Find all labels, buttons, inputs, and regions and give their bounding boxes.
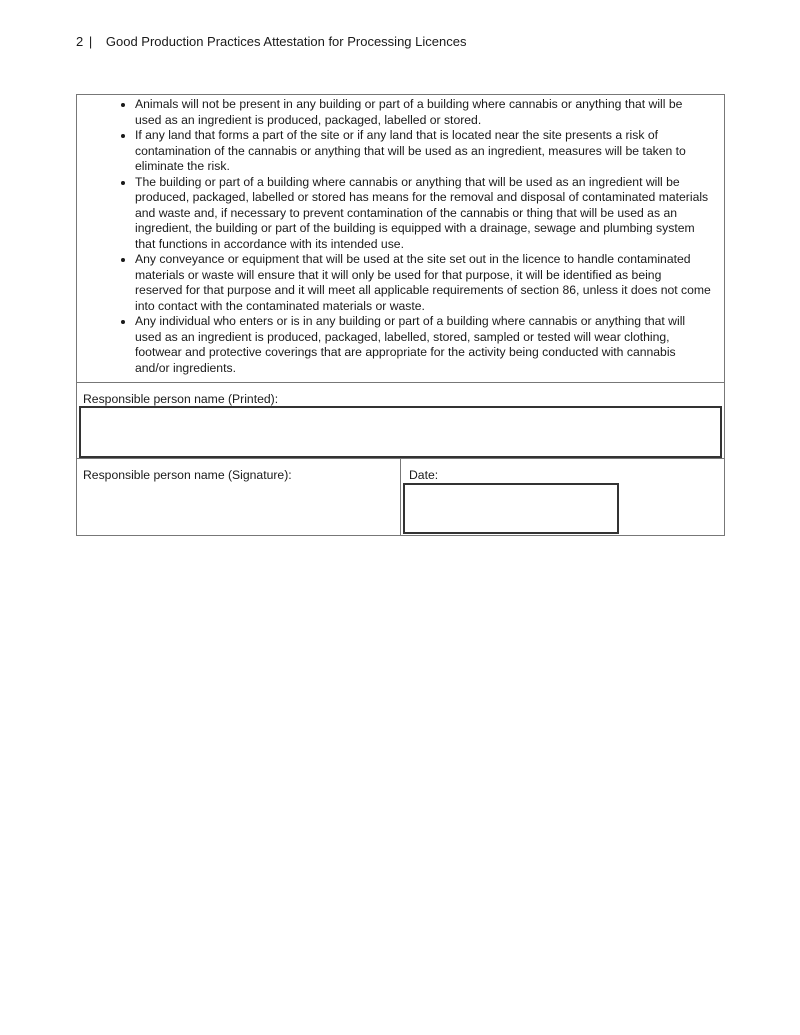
page-header: [76, 34, 466, 49]
printed-name-field[interactable]: [79, 406, 722, 458]
printed-name-label: Responsible person name (Printed):: [83, 392, 279, 406]
list-item: • If any land that forms a part of the site or if any land that is located near the site presents a risk of contamination of the cannabis or anything that will be used as an ingredient, measures will be taken to eliminate the risk.: [135, 128, 712, 175]
signature-label: Responsible person name (Signature):: [83, 468, 292, 482]
attestation-list: [77, 95, 724, 383]
list-item: • The building or part of a building where cannabis or anything that will be used as an ingredient will be produced, packaged, labelled or stored has means for the removal and disposal of contaminated materials and waste and, if necessary to prevent contamination of the cannabis or thing that will be used as an ingredient, the building or part of the building is equipped with a drainage, sewage and plumbing system that functions in accordance with its intended use.: [135, 175, 712, 253]
document-title: Good Production Practices Attestation for Processing Licences: [105, 34, 467, 49]
list-item: • Any individual who enters or is in any building or part of a building where cannabis or anything that will used as an ingredient is produced, packaged, labelled, stored, sampled or tested will wear clothing, footwear and protective coverings that are appropriate for the activity being conducted with cannabis and/or ingredients.: [135, 314, 712, 376]
date-label: Date:: [409, 468, 439, 482]
attestation-table: [76, 94, 725, 536]
page-number: 2: [76, 34, 84, 49]
signature-row: [77, 459, 724, 535]
header-separator: |: [88, 34, 93, 49]
column-divider: [400, 459, 401, 535]
date-field[interactable]: [403, 483, 619, 534]
printed-name-row: [77, 383, 724, 459]
list-item: • Animals will not be present in any building or part of a building where cannabis or anything that will be used as an ingredient is produced, packaged, labelled or stored.: [135, 97, 712, 128]
list-item: • Any conveyance or equipment that will be used at the site set out in the licence to handle contaminated materials or waste will ensure that it will only be used for that purpose, it will be identified as being reserved for that purpose and it will meet all applicable requirements of section 86, unless it does not come into contact with the contaminated materials or waste.: [135, 252, 712, 314]
